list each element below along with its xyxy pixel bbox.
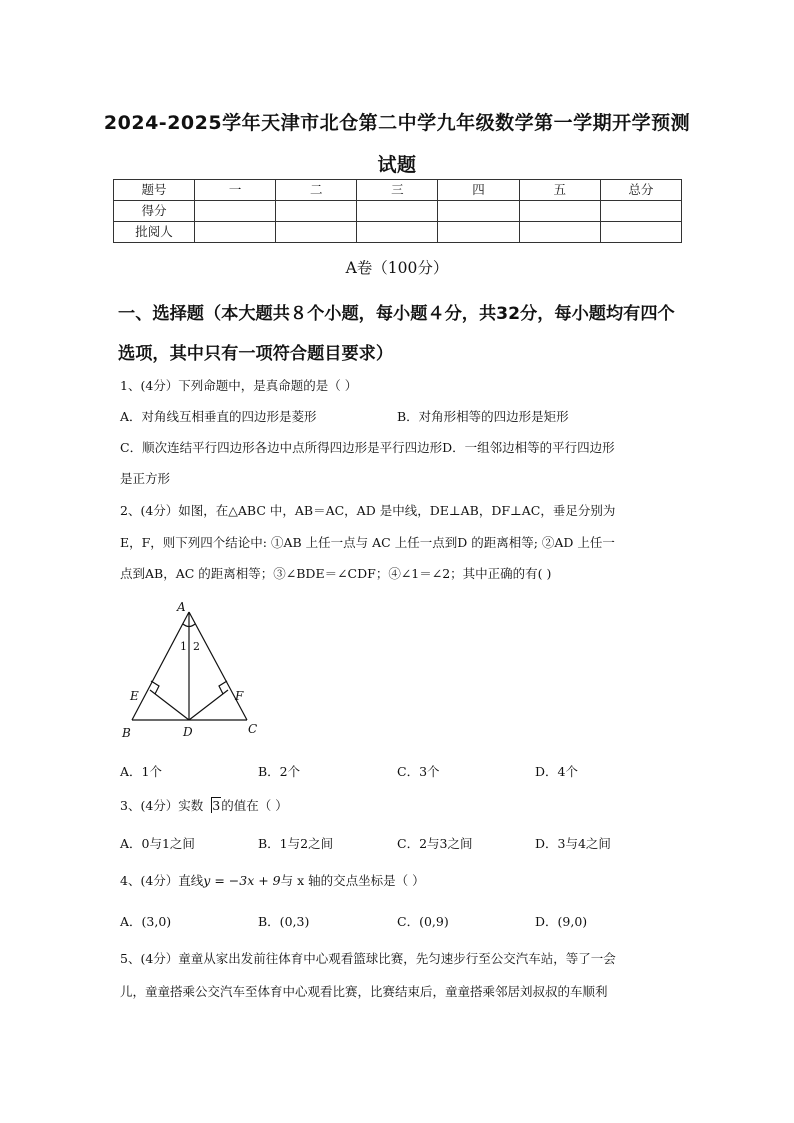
reviewer-cell xyxy=(600,222,681,243)
angle-label-2: 2 xyxy=(193,640,200,653)
q2-option-c: C．3个 xyxy=(397,764,440,779)
q5-stem-line2: 儿，童童搭乘公交汽车至体育中心观看比赛，比赛结束后，童童搭乘邻居刘叔叔的车顺利 xyxy=(120,984,608,999)
score-table xyxy=(113,179,682,243)
score-cell xyxy=(600,201,681,222)
sqrt-symbol xyxy=(203,798,221,813)
q3-option-d: D．3与4之间 xyxy=(535,836,611,851)
header-cell: 总分 xyxy=(600,180,681,201)
paper-part-heading: A卷（100分） xyxy=(345,259,449,277)
q2-option-a: A．1个 xyxy=(120,764,162,779)
header-cell: 五 xyxy=(519,180,600,201)
q1-option-cd-line2: 是正方形 xyxy=(120,471,171,486)
q2-stem-line3: 点到AB，AC 的距离相等；③∠BDE＝∠CDF；④∠1＝∠2；其中正确的有( ) xyxy=(120,566,552,581)
q4-option-c: C．(0,9) xyxy=(397,914,449,929)
q4-stem xyxy=(120,871,425,889)
q3-option-b: B．1与2之间 xyxy=(258,836,334,851)
q3-option-a: A．0与1之间 xyxy=(120,836,195,851)
reviewer-row-label: 批阅人 xyxy=(114,222,195,243)
header-cell: 一 xyxy=(195,180,276,201)
score-cell xyxy=(357,201,438,222)
score-table-header-row xyxy=(114,180,682,201)
score-cell xyxy=(519,201,600,222)
score-cell xyxy=(195,201,276,222)
side-ac xyxy=(189,612,247,720)
side-ab xyxy=(132,612,189,720)
q3-option-c: C．2与3之间 xyxy=(397,836,473,851)
paper-title-line-2: 试题 xyxy=(377,154,417,176)
q3-stem-pre: 3、(4分）实数 xyxy=(120,798,204,813)
header-cell: 四 xyxy=(438,180,519,201)
q4-stem-pre: 4、(4分）直线 xyxy=(120,873,204,888)
q2-option-d: D．4个 xyxy=(535,764,578,779)
header-cell: 三 xyxy=(357,180,438,201)
score-cell xyxy=(438,201,519,222)
q4-option-d: D．(9,0) xyxy=(535,914,588,929)
perpendicular-df xyxy=(189,690,228,720)
angle-label-1: 1 xyxy=(180,640,187,653)
reviewer-cell xyxy=(519,222,600,243)
q3-stem xyxy=(120,796,288,814)
vertex-label-e: E xyxy=(130,689,139,703)
q2-stem-line2: E，F，则下列四个结论中: ①AB 上任一点与 AC 上任一点到D 的距离相等; ②AD 上任一 xyxy=(120,535,615,550)
q4-equation: y = −3x + 9 xyxy=(203,873,281,888)
reviewer-cell xyxy=(195,222,276,243)
triangle-figure xyxy=(114,598,274,743)
section-1-heading: 一、选择题（本大题共８个小题，每小题４分，共32分，每小题均有四个选项，其中只有一项符合题目要求） xyxy=(118,304,675,364)
q3-stem-post: 的值在（ ） xyxy=(221,798,288,813)
reviewer-cell xyxy=(357,222,438,243)
vertex-label-d: D xyxy=(183,725,193,739)
paper-title-line-1: 2024-2025学年天津市北仓第二中学九年级数学第一学期开学预测 xyxy=(103,112,691,134)
q4-option-a: A．(3,0) xyxy=(120,914,172,929)
q2-stem-line1: 2、(4分）如图，在△ABC 中，AB＝AC，AD 是中线，DE⊥AB，DF⊥AC，垂足分别为 xyxy=(120,503,616,518)
reviewer-cell xyxy=(276,222,357,243)
q2-option-b: B．2个 xyxy=(258,764,301,779)
q1-option-b: B．对角形相等的四边形是矩形 xyxy=(397,409,569,424)
score-row xyxy=(114,201,682,222)
q5-stem-line1: 5、(4分）童童从家出发前往体育中心观看篮球比赛，先匀速步行至公交汽车站，等了一会 xyxy=(120,951,616,966)
q3-radicand: 3 xyxy=(212,798,221,813)
score-row-label: 得分 xyxy=(114,201,195,222)
vertex-label-c: C xyxy=(248,722,258,736)
q4-option-b: B．(0,3) xyxy=(258,914,310,929)
q4-stem-post: 与 x 轴的交点坐标是（ ） xyxy=(280,873,425,888)
vertex-label-b: B xyxy=(122,726,131,740)
vertex-label-f: F xyxy=(235,689,244,703)
q1-option-cd-line1: C．顺次连结平行四边形各边中点所得四边形是平行四边形D．一组邻边相等的平行四边形 xyxy=(120,440,615,455)
header-cell: 题号 xyxy=(114,180,195,201)
perpendicular-de xyxy=(150,690,189,720)
reviewer-cell xyxy=(438,222,519,243)
q1-option-a: A．对角线互相垂直的四边形是菱形 xyxy=(120,409,317,424)
header-cell: 二 xyxy=(276,180,357,201)
q1-stem: 1、(4分）下列命题中，是真命题的是（ ） xyxy=(120,378,358,393)
reviewer-row xyxy=(114,222,682,243)
vertex-label-a: A xyxy=(177,600,186,614)
score-cell xyxy=(276,201,357,222)
